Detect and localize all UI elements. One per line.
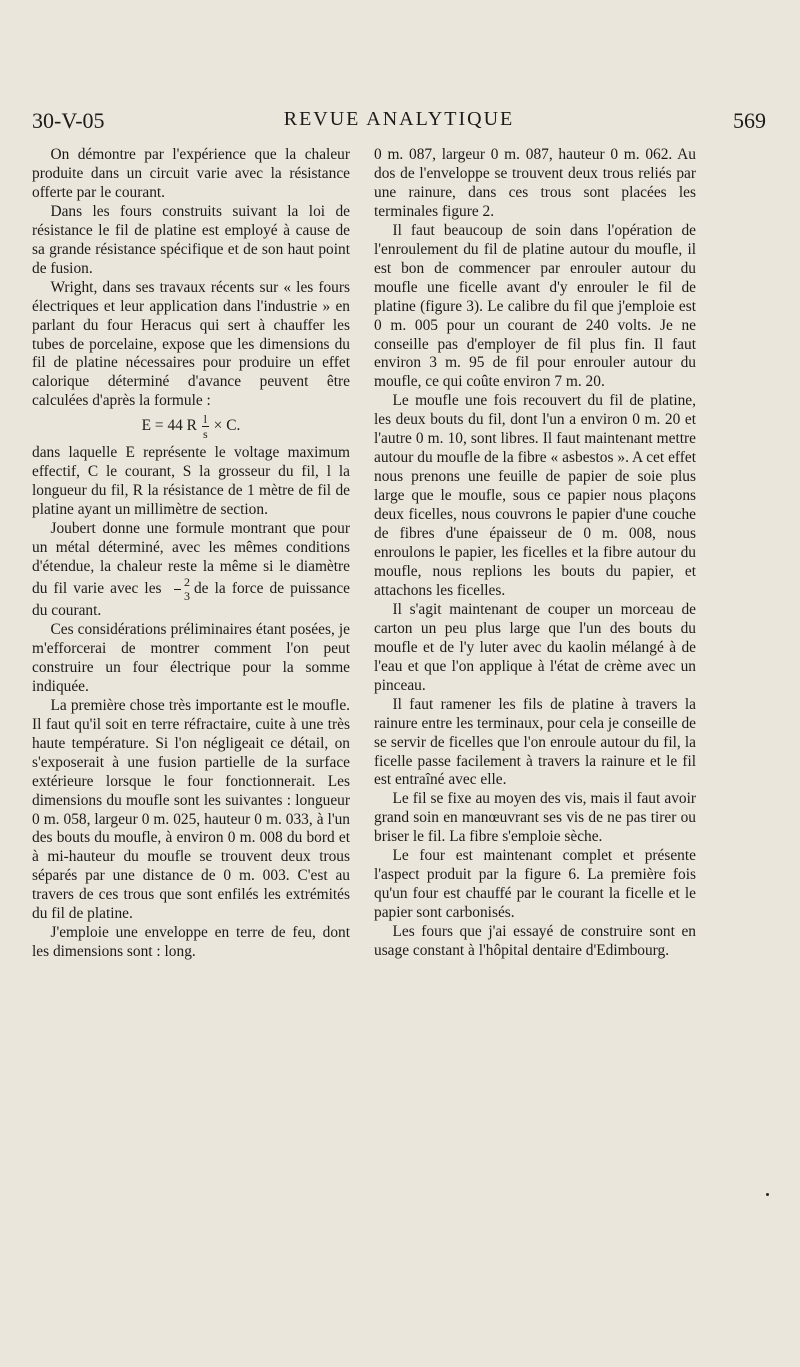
paragraph: Ces considérations préliminaires étant posées, je m'efforcerai de montrer comment l'on peut construire un four électrique pour la somme indiquée. — [32, 620, 350, 695]
paragraph: Il faut ramener les fils de platine à travers la rainure entre les terminaux, pour cela je conseille de se servir de ficelles que l'on enroule autour du fil, la ficelle passe facilement à travers la rainure et le fil est entraîné avec elle. — [374, 695, 696, 789]
paragraph-text: de la force de puissance du courant. — [32, 580, 350, 620]
paragraph: La première chose très importante est le moufle. Il faut qu'il soit en terre réfractaire, cuite à une très haute température. Si l'on négligeait ce détail, on s'exposerait à une fusion partielle de la surface extérieure lorsque le four fonctionnerait. Les dimensions du moufle sont les suivantes : longueur 0 m. 058, largeur 0 m. 025, hauteur 0 m. 033, à l'un des bouts du moufle, à environ 0 m. 008 du bord et à mi-hauteur du moufle se trouvent deux trous séparés par une distance de 0 m. 003. C'est au travers de ces trous que sont enfilés les extrémités du fil de platine. — [32, 696, 350, 923]
paragraph: J'emploie une enveloppe en terre de feu, dont les dimensions sont : long. — [32, 924, 350, 961]
right-text-column — [374, 146, 696, 961]
formula-denominator: s — [202, 427, 208, 442]
formula-lhs: E = 44 R — [141, 417, 197, 435]
paragraph: dans laquelle E représente le voltage maximum effectif, C le courant, S la grosseur du fil, l la longueur du fil, R la résistance de 1 mètre de fil de platine ayant un millimètre de section. — [32, 444, 350, 519]
inline-fraction — [166, 577, 190, 602]
formula-fraction — [202, 413, 209, 440]
formula-numerator: l — [203, 412, 207, 427]
fraction-numerator: 2 — [183, 575, 190, 590]
resistance-formula — [32, 413, 350, 440]
paragraph: Dans les fours construits suivant la loi de résistance le fil de platine est employé à cause de sa grande résistance spécifique et de son haut point de fusion. — [32, 202, 350, 277]
paragraph: Il s'agit maintenant de couper un morceau de carton un peu plus large que l'un des bouts du moufle et de l'y luter avec du kaolin mélangé à de l'eau et que l'on applique à l'état de crème avec un pinceau. — [374, 600, 696, 694]
paragraph: Le four est maintenant complet et présente l'aspect produit par la figure 6. La première fois qu'un four est chauffé par le courant la ficelle et le papier sont carbonisés. — [374, 847, 696, 922]
journal-section-title: REVUE ANALYTIQUE — [283, 108, 515, 130]
page-number: 569 — [733, 108, 766, 133]
paragraph: Wright, dans ses travaux récents sur « les fours électriques et leur application dans l'industrie » en parlant du four Heracus qui sert à chauffer les tubes de porcelaine, expose que les dimensions du fil de platine nécessaires pour produire un effet calorique déterminé d'avance peuvent être calculées d'après la formule : — [32, 278, 350, 410]
paragraph: 0 m. 087, largeur 0 m. 087, hauteur 0 m. 062. Au dos de l'enveloppe se trouvent deux trous reliés par une rainure, dans ces trous sont placées les terminales figure 2. — [374, 146, 696, 220]
formula-rhs: × C. — [213, 417, 241, 435]
paragraph: Il faut beaucoup de soin dans l'opération de l'enroulement du fil de platine autour du moufle, il est bon de commencer par enrouler autour du moufle une ficelle avant d'y enrouler le fil de platine (figure 3). Le calibre du fil que j'emploie est 0 m. 005 pour un courant de 240 volts. Je ne conseille pas d'employer de fil plus fin. Il faut environ 3 m. 95 de fil pour enrouler autour du moufle, ce qui coûte environ 7 m. 20. — [374, 221, 696, 391]
paragraph-with-fraction — [32, 520, 350, 621]
margin-speck — [766, 1193, 769, 1196]
issue-date: 30-V-05 — [32, 108, 105, 133]
paragraph: Le moufle une fois recouvert du fil de platine, les deux bouts du fil, dont l'un a environ 0 m. 20 et l'autre 0 m. 10, sont libres. Il faut maintenant mettre autour du moufle de la fibre « asbestos ». A cet effet nous prenons une feuille de papier de soie plus large que le moufle, sous ce papier nous plaçons deux ficelles, nous couvrons le papier d'une couche de fibres d'une épaisseur de 0 m. 008, nous enroulons le papier, les ficelles et la fibre autour du moufle, nous replions les bouts du papier, et attachons les ficelles. — [374, 392, 696, 599]
paragraph: Le fil se fixe au moyen des vis, mais il faut avoir grand soin en manœuvrant ses vis de ne pas tirer ou briser le fil. La fibre s'emploie sèche. — [374, 790, 696, 846]
paragraph: On démontre par l'expérience que la chaleur produite dans un circuit varie avec la résistance offerte par le courant. — [32, 146, 350, 201]
fraction-bar — [174, 589, 181, 590]
fraction-denominator: 3 — [183, 589, 190, 604]
left-text-column — [32, 146, 350, 962]
running-header — [32, 108, 766, 138]
paragraph-text: Joubert donne une formule montrant que pour un métal déterminé, avec les mêmes conditions d'étendue, la chaleur reste la même si le diamètre du fil varie avec les — [32, 520, 350, 598]
paragraph: Les fours que j'ai essayé de construire sont en usage constant à l'hôpital dentaire d'Edimbourg. — [374, 923, 696, 960]
